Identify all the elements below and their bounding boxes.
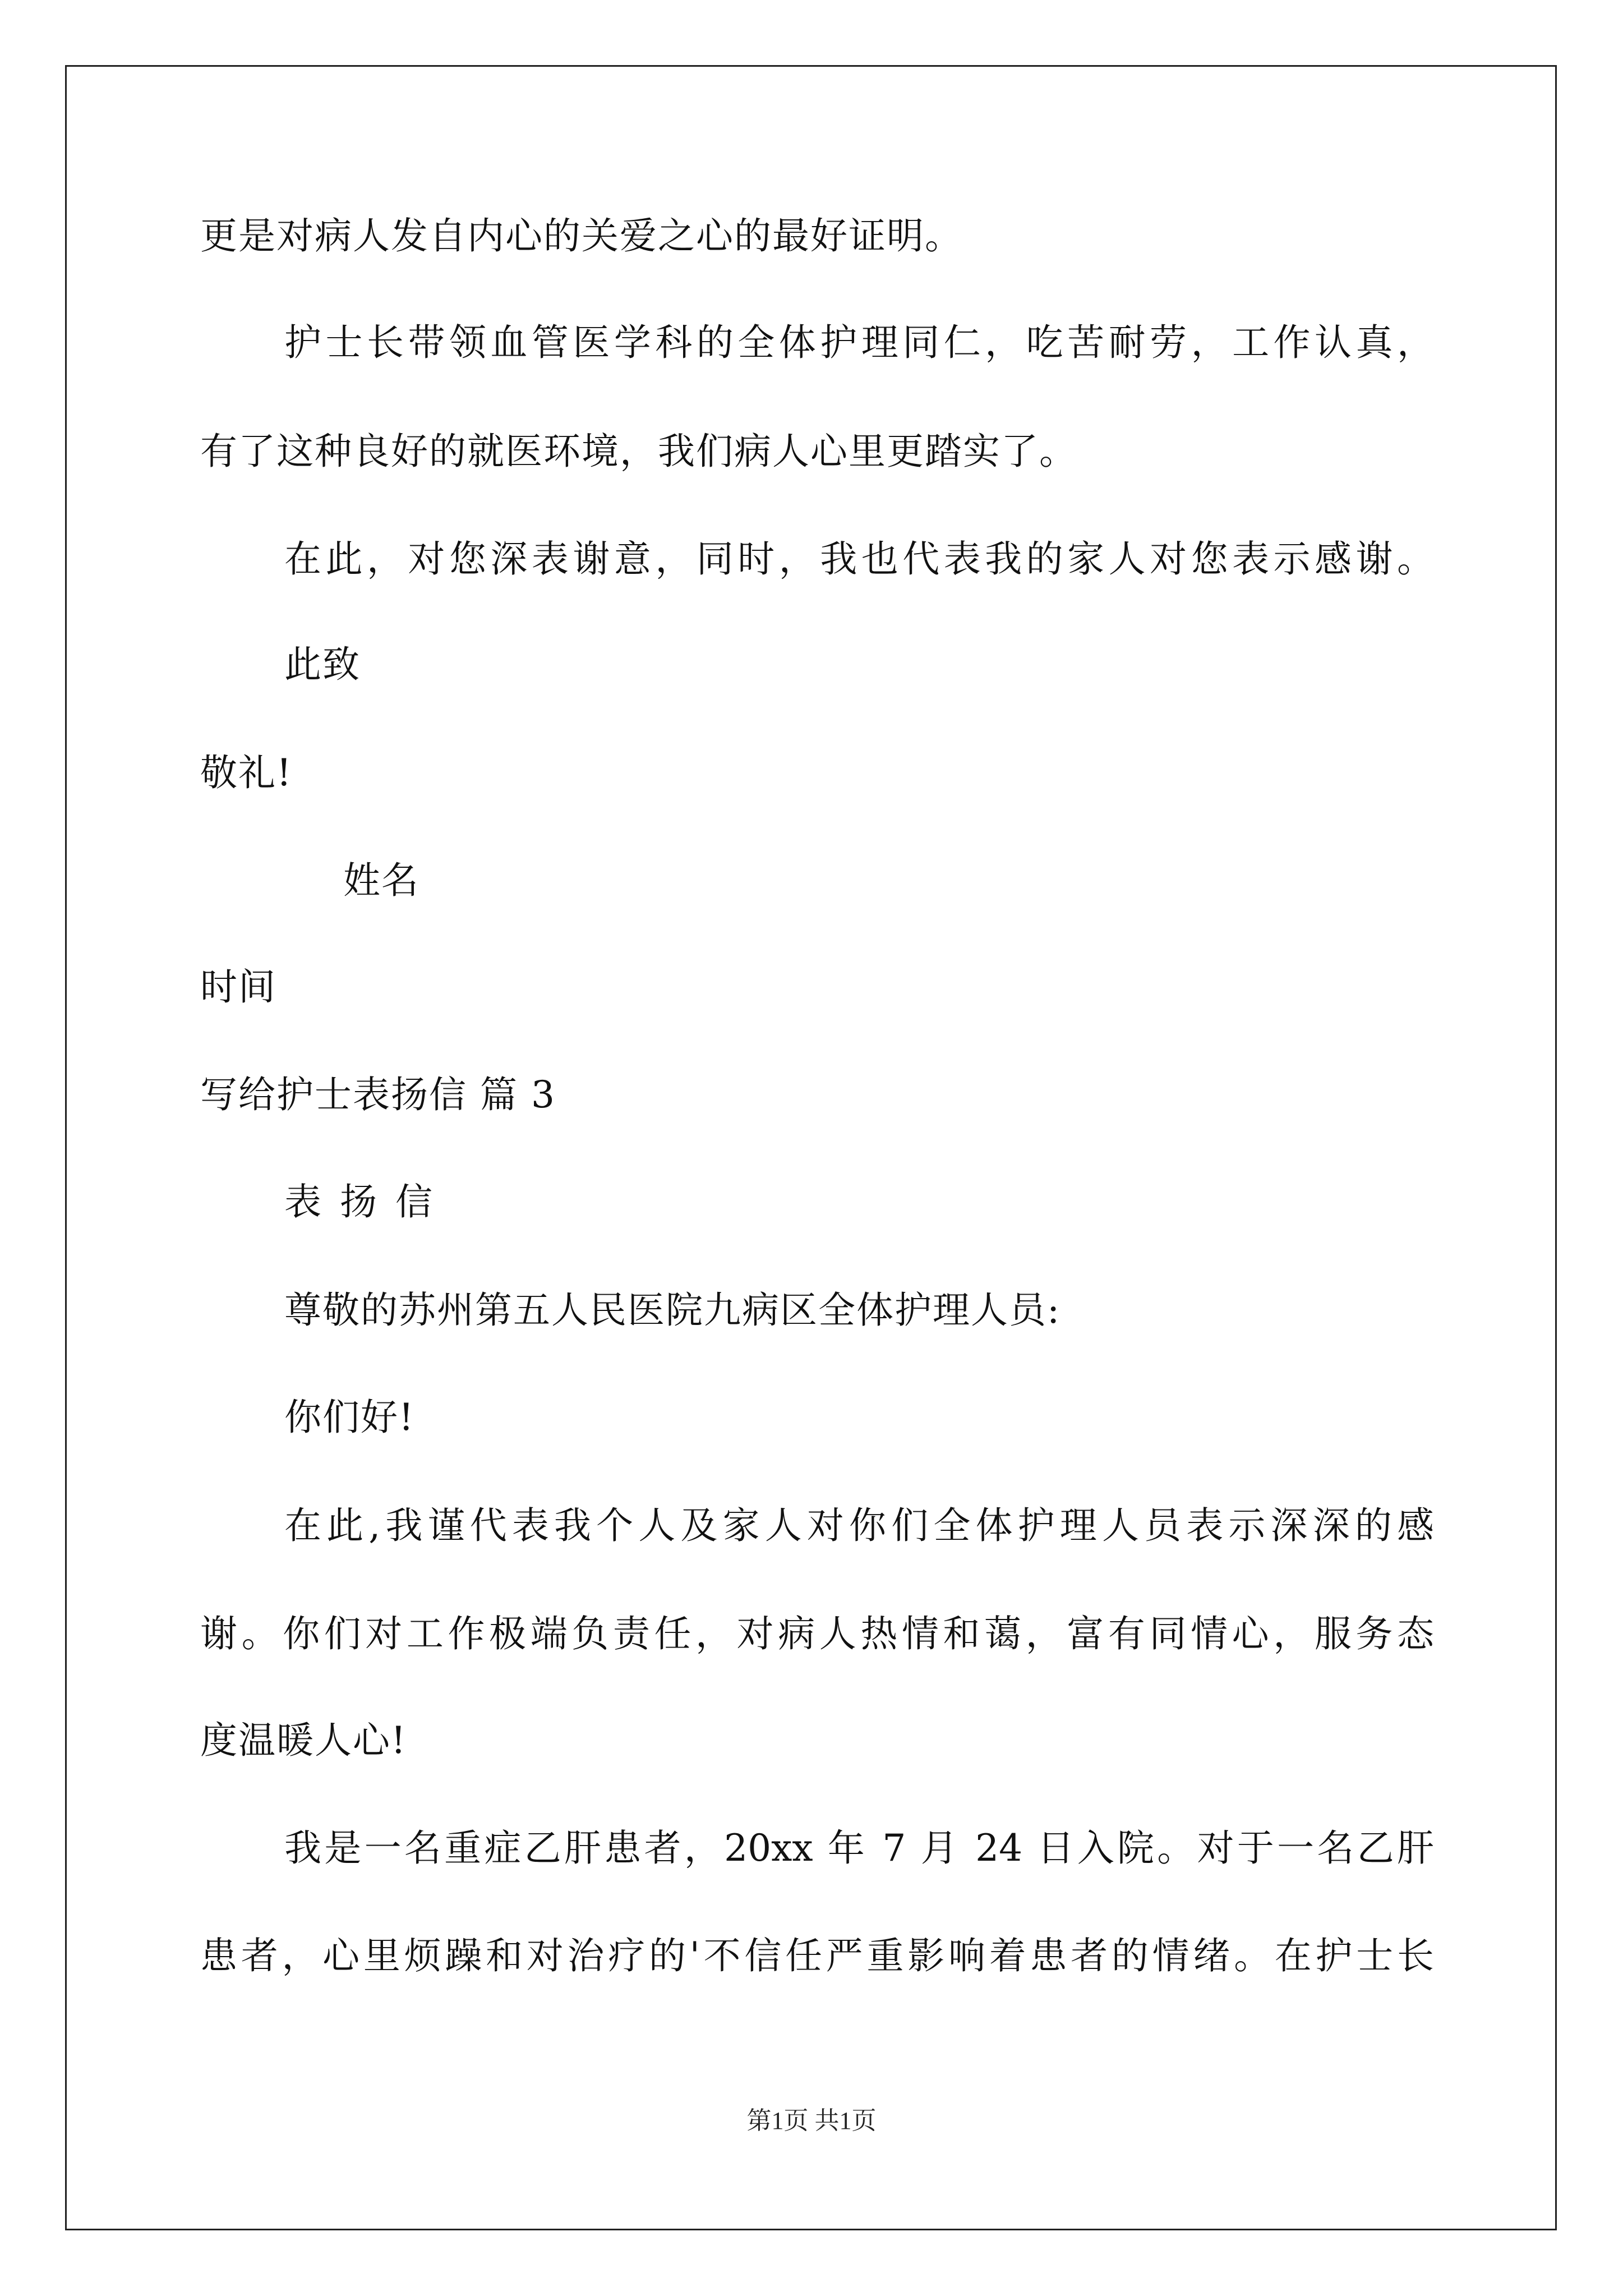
signature-date: 时间 (200, 965, 276, 1009)
text-line-4: 在此，对您深表谢意，同时，我也代表我的家人对您表示感谢。 (284, 537, 1434, 581)
page-border (65, 65, 1557, 2230)
text-line-1: 更是对病人发自内心的关爱之心的最好证明。 (200, 214, 963, 257)
text-line-13: 在此,我谨代表我个人及家人对你们全体护理人员表示深深的感 (284, 1504, 1434, 1547)
text-line-17: 患者，心里烦躁和对治疗的'不信任严重影响着患者的情绪。在护士长 (200, 1934, 1434, 1977)
letter-greeting: 你们好! (284, 1396, 415, 1439)
text-line-16: 我是一名重症乙肝患者，20xx 年 7 月 24 日入院。对于一名乙肝 (284, 1826, 1434, 1870)
section-heading: 写给护士表扬信 篇 3 (200, 1073, 556, 1116)
closing-regards: 敬礼! (200, 751, 293, 794)
text-line-15: 度温暖人心! (200, 1719, 407, 1762)
page-footer: 第1页 共1页 (746, 2107, 877, 2134)
letter-addressee: 尊敬的苏州第五人民医院九病区全体护理人员: (284, 1289, 1061, 1332)
signature-name: 姓名 (343, 859, 419, 902)
closing-salutation: 此致 (284, 643, 361, 686)
text-line-14: 谢。你们对工作极端负责任，对病人热情和蔼，富有同情心，服务态 (200, 1612, 1434, 1655)
text-line-2: 护士长带领血管医学科的全体护理同仁，吃苦耐劳，工作认真， (284, 321, 1434, 364)
text-line-3: 有了这种良好的就医环境，我们病人心里更踏实了。 (200, 430, 1077, 473)
letter-title: 表 扬 信 (284, 1180, 436, 1223)
